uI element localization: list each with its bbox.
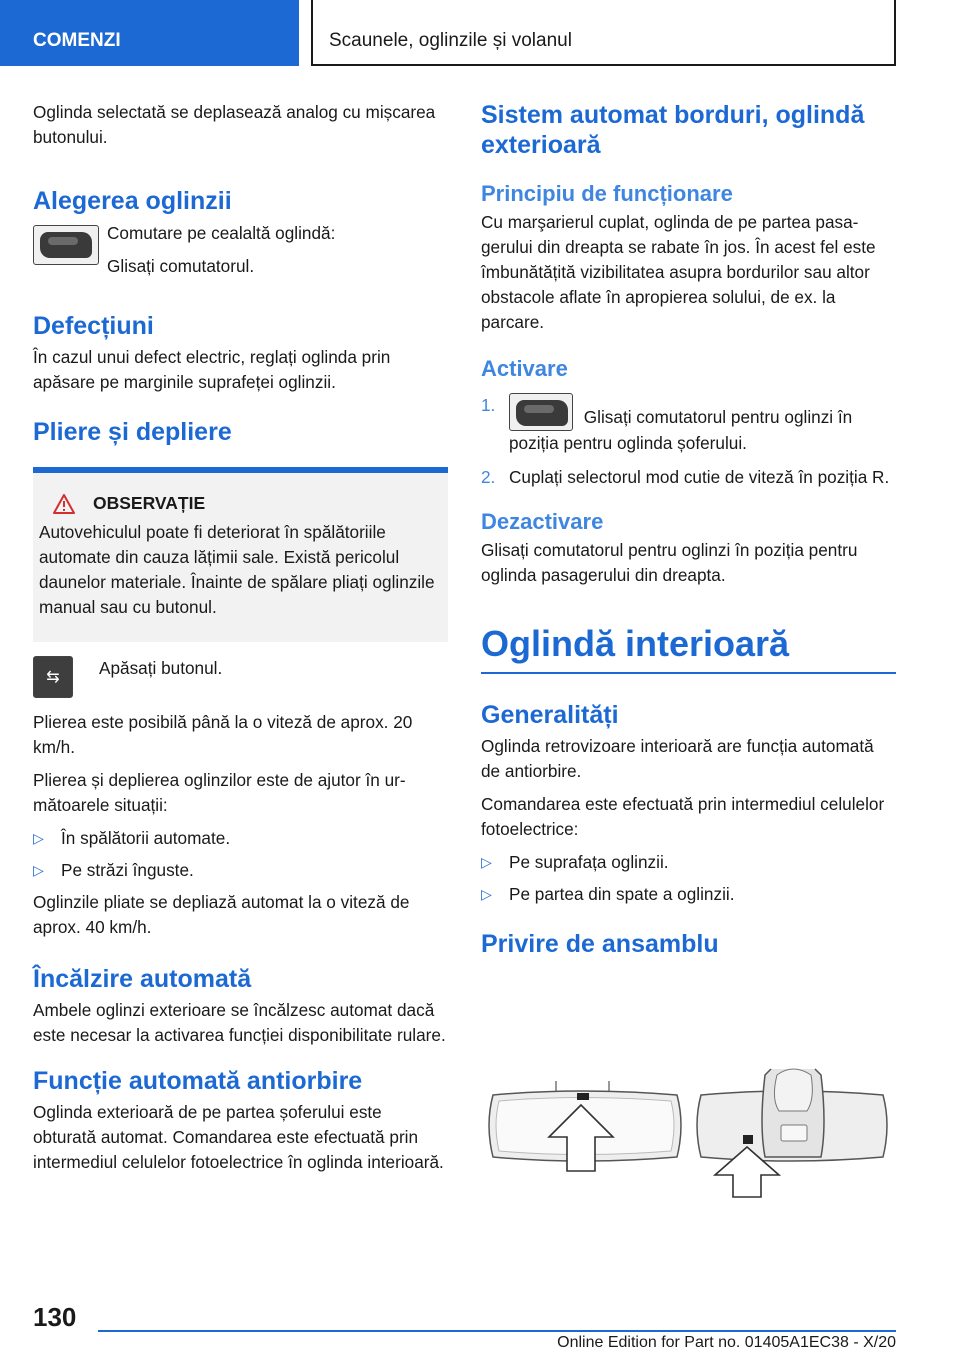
notice-text: Autovehiculul poate fi deteriorat în spălătoriile automate din cauza lățimii sale. Există pericolul daunelor materiale. Înainte de spălare pliați oglinzile manual sau cu butonul. [39,522,435,617]
heading-interior-mirror: Oglindă interioară [481,622,896,674]
mirror-switch-icon [509,393,573,431]
chapter-tab [311,0,896,66]
auto-unfold-text: Oglinzile pliate se depliază automat la o viteză de aprox. 40 km/h. [33,892,410,937]
fold-speed-text: Plierea este posibilă până la o viteză de aprox. 20 km/h. [33,712,413,757]
list-item: 1. Glisați comutatorul pentru oglinzi în poziția pentru oglinda șoferului. [481,395,853,453]
footer-divider [98,1330,896,1332]
heading-mirror-select: Alegerea oglinzii [33,187,232,215]
section-tab [0,0,299,66]
faults-text: În cazul unui defect electric, reglați oglinda prin apăsare pe marginile suprafeței oglinzii. [33,347,391,392]
list-item: ▷ Pe străzi înguste. [33,858,448,883]
interior-mirror-illustration [481,1065,896,1205]
notice-box [33,467,448,642]
fold-useful-text: Plierea și deplierea oglinzilor este de ajutor în următoarele situații: [33,770,406,815]
activate-steps [481,393,896,490]
fold-button-row [33,656,448,698]
antiglare-text: Oglinda exterioară de pe partea șoferului este obturată automat. Comandarea este efectuată prin intermediul celulelor fotoelectrice în oglinda interioară. [33,1102,444,1172]
heading-curb-system: Sistem automat borduri, oglindă exterioară [481,101,865,159]
mirror-back-view [697,1069,887,1197]
heading-activate: Activare [481,356,568,381]
deactivate-text: Glisați comutatorul pentru oglinzi în poziția pentru oglinda pasagerului din dreapta. [481,540,858,585]
heading-principle: Principiu de funcționare [481,181,733,206]
bullet-triangle-icon: ▷ [481,886,492,902]
page-number: 130 [33,1302,77,1332]
heading-overview: Privire de ansamblu [481,930,719,958]
fold-situations-list [33,826,448,883]
list-item: ▷ Pe suprafața oglinzii. [481,850,896,875]
photocell-list [481,850,896,907]
list-item: 2. Cuplați selectorul mod cutie de viteză în poziția R. [481,467,890,487]
heading-general: Generalități [481,701,619,729]
heading-folding: Pliere și depliere [33,418,232,446]
heading-deactivate: Dezactivare [481,509,604,534]
list-item: ▷ În spălătorii automate. [33,826,448,851]
notice-title-row [39,493,440,514]
heading-antiglare: Funcție automată antiorbire [33,1067,363,1095]
mirror-select-row [33,225,448,287]
heading-heating: Încălzire automată [33,965,252,993]
press-button-text: Apăsați butonul. [99,658,223,678]
bullet-triangle-icon: ▷ [33,862,44,878]
footer-edition: Online Edition for Part no. 01405A1EC38 - X/20 [557,1334,896,1351]
general-text: Oglinda retrovizoare interioară are funcția automată de antiorbire. [481,736,874,781]
mirror-select-line1: Comutare pe cealaltă oglindă: [107,223,336,243]
mirror-select-line2: Glisați comutatorul. [107,256,255,276]
bullet-triangle-icon: ▷ [481,854,492,870]
bullet-triangle-icon: ▷ [33,830,44,846]
principle-text: Cu marşarierul cuplat, oglinda de pe partea pasagerului din dreapta se rabate în jos. În acest fel este îmbunătățită vizibilitatea asupra bordurilor sau altor obstacole aflate în apropierea solului, de ex. la parcare. [481,212,876,332]
notice-title: OBSERVAȚIE [93,493,206,513]
chapter-title: Scaunele, oglinzile și volanul [329,30,572,51]
intro-text: Oglinda selectată se deplasează analog cu mișcarea butonului. [33,102,436,147]
section-title: COMENZI [33,30,121,51]
right-column [481,100,896,959]
mirror-switch-icon [33,225,99,265]
fold-mirror-button-icon: ⇆ [33,656,73,698]
left-column [33,100,448,1183]
heating-text: Ambele oglinzi exterioare se încălzesc automat dacă este necesar la activarea funcției disponibilitate rulare. [33,1000,446,1045]
warning-triangle-icon [53,494,75,514]
heading-faults: Defecțiuni [33,312,154,340]
mirror-front-view [489,1081,681,1171]
control-text: Comandarea este efectuată prin intermediul celulelor fotoelectrice: [481,794,885,839]
list-item: ▷ Pe partea din spate a oglinzii. [481,882,896,907]
